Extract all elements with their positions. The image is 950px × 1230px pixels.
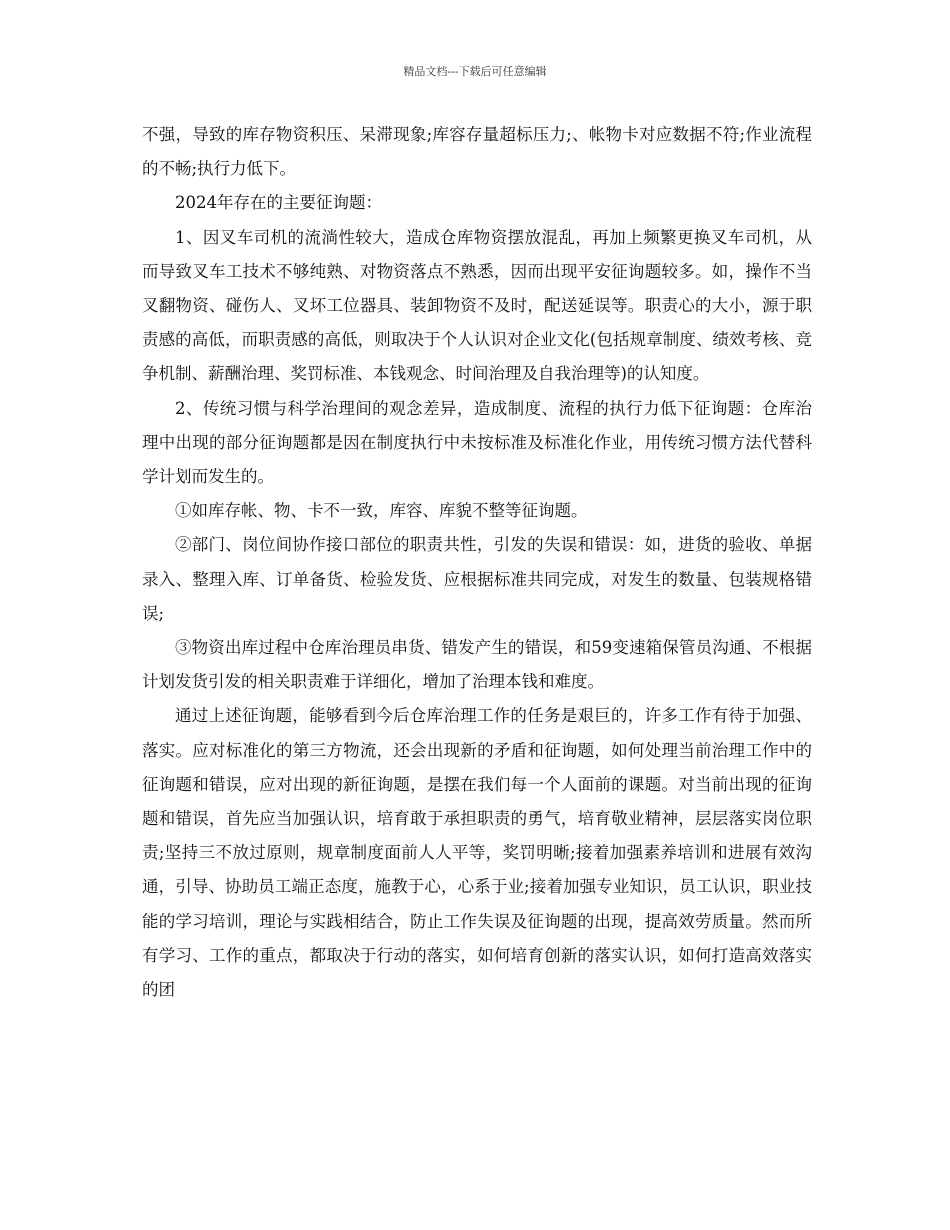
paragraph-issue-2-item-1: ①如库存帐、物、卡不一致，库容、库貌不整等征询题。 (175, 501, 588, 521)
document-body (142, 118, 812, 1007)
paragraph-issue-2: 2、传统习惯与科学治理间的观念差异，造成制度、流程的执行力低下征询题：仓库治理中出现的部分征询题都是因在制度执行中未按标准及标准化作业，用传统习惯方法代替科学计划而发生的。 (142, 398, 812, 487)
page-header: 精品文档---下载后可任意编辑 (403, 65, 547, 78)
paragraph-issue-2-item-3: ③物资出库过程中仓库治理员串货、错发产生的错误，和59变速箱保管员沟通、不根据计划发货引发的相关职责难于详细化，增加了治理本钱和难度。 (142, 638, 812, 692)
paragraph-continuation: 不强，导致的库存物资积压、呆滞现象;库容存量超标压力;、帐物卡对应数据不符;作业流程的不畅;执行力低下。 (142, 125, 812, 179)
paragraph-issue-2-item-2: ②部门、岗位间协作接口部位的职责共性，引发的失误和错误：如，进货的验收、单据录入、整理入库、订单备货、检验发货、应根据标准共同完成，对发生的数量、包装规格错误; (142, 535, 812, 623)
paragraph-conclusion: 通过上述征询题，能够看到今后仓库治理工作的任务是艰巨的，许多工作有待于加强、落实。应对标准化的第三方物流，还会出现新的矛盾和征询题，如何处理当前治理工作中的征询题和错误，应对出现的新征询题，是摆在我们每一个人面前的课题。对当前出现的征询题和错误，首先应当加强认识，培育敢于承担职责的勇气，培育敬业精神，层层落实岗位职责;坚持三不放过原则，规章制度面前人人平等，奖罚明晰;接着加强素养培训和进展有效沟通，引导、协助员工端正态度，施教于心，心系于业;接着加强专业知识，员工认识，职业技能的学习培训，理论与实践相结合，防止工作失误及征询题的出现，提高效劳质量。然而所有学习、工作的重点，都取决于行动的落实，如何培育创新的落实认识，如何打造高效落实的团 (142, 706, 812, 1000)
paragraph-issues-heading: 2024年存在的主要征询题： (175, 193, 382, 213)
paragraph-issue-1: 1、因叉车司机的流淌性较大，造成仓库物资摆放混乱，再加上频繁更换叉车司机，从而导致叉车工技术不够纯熟、对物资落点不熟悉，因而出现平安征询题较多。如，操作不当叉翻物资、碰伤人、叉坏工位器具、装卸物资不及时，配送延误等。职责心的大小，源于职责感的高低，而职责感的高低，则取决于个人认识对企业文化(包括规章制度、绩效考核、竞争机制、薪酬治理、奖罚标准、本钱观念、时间治理及自我治理等)的认知度。 (142, 227, 812, 384)
